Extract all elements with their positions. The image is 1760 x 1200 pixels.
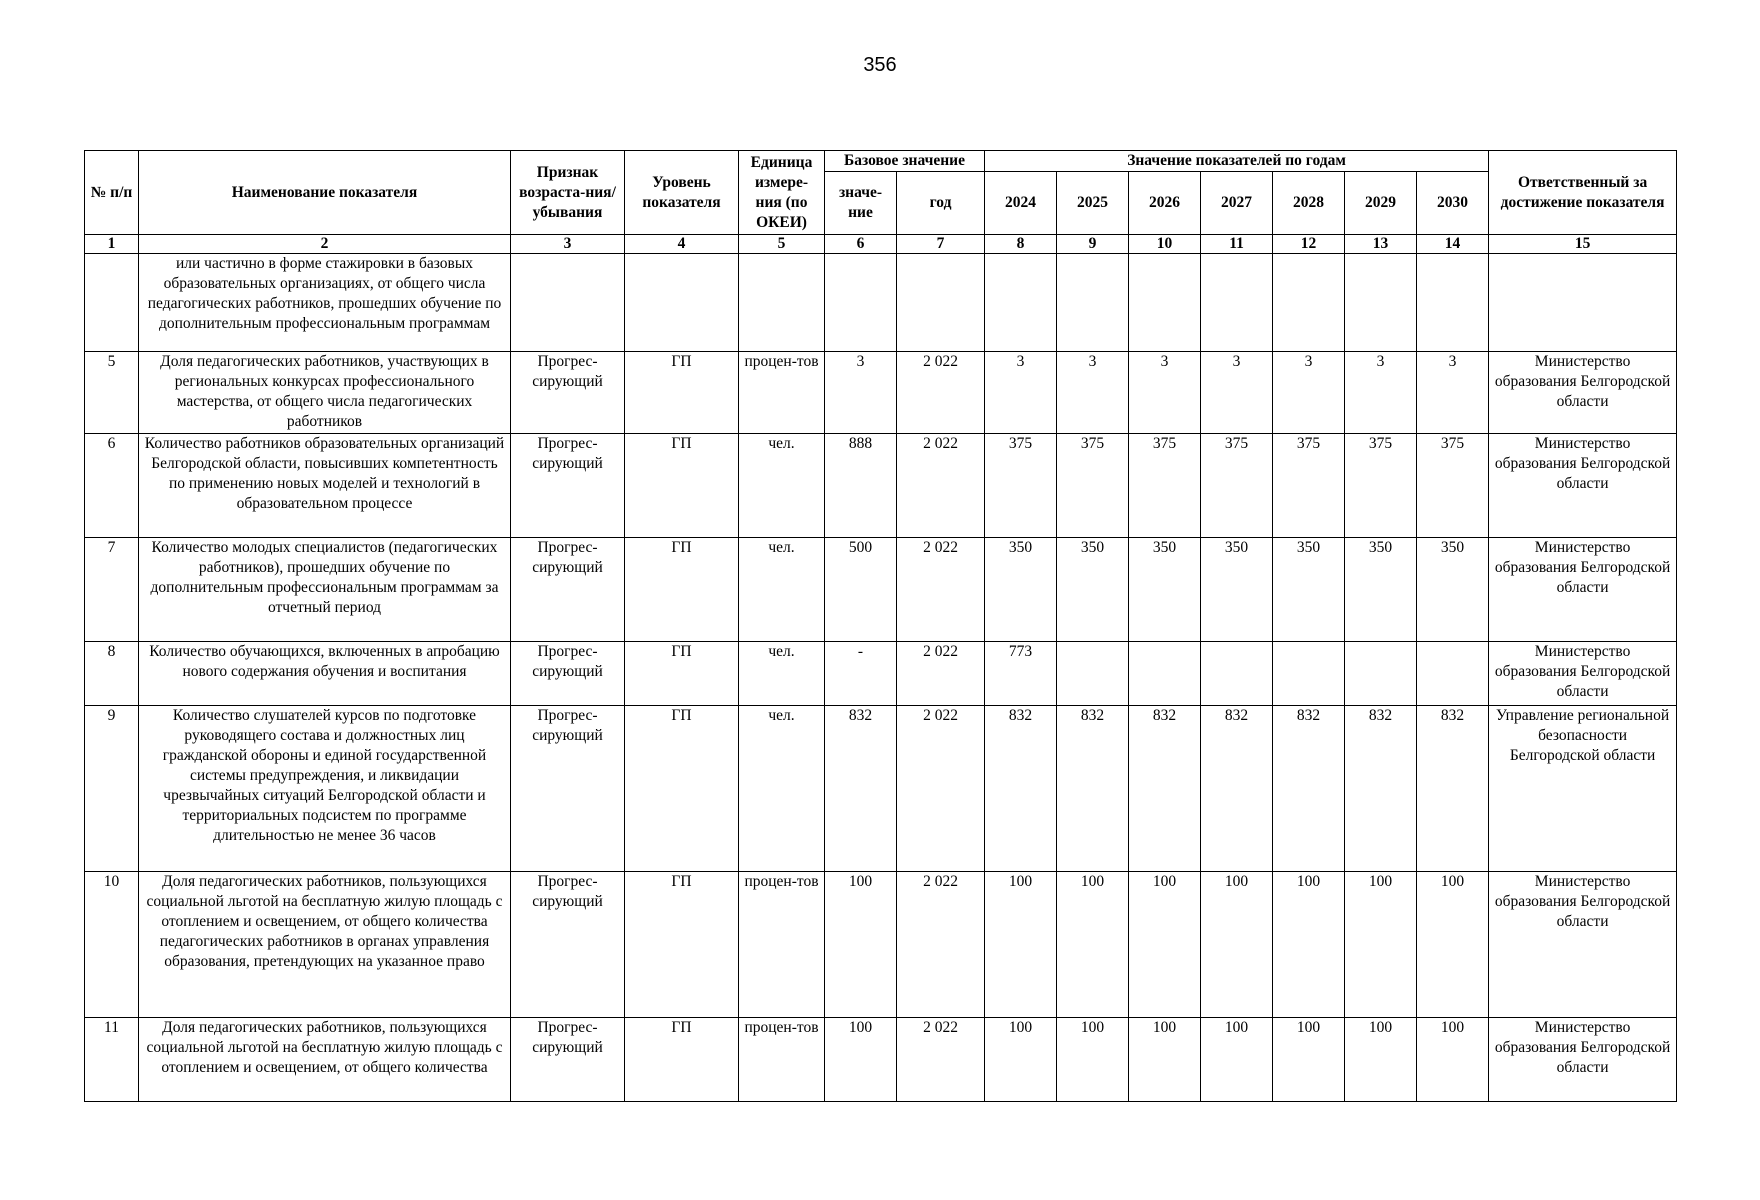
row-value-2027: 3 [1201,352,1273,434]
header-base-year: год [897,172,985,235]
row-value-2024: 3 [985,352,1057,434]
row-responsible: Министерство образования Белгородской области [1489,538,1677,642]
row-value-2024: 100 [985,872,1057,1018]
row-num: 9 [85,706,139,872]
row-value-2024: 350 [985,538,1057,642]
row-value-2029: 350 [1345,538,1417,642]
row-value-2026: 100 [1129,1018,1201,1102]
header-year: 2024 [985,172,1057,235]
row-base-value: 832 [825,706,897,872]
column-number: 1 [85,235,139,254]
row-value-2028 [1273,254,1345,352]
row-name: Количество работников образовательных организаций Белгородской области, повысивших компетентность по применению новых моделей и технологий в образовательном процессе [139,434,511,538]
row-unit [739,254,825,352]
header-unit: Единица измере-ния (по ОКЕИ) [739,151,825,235]
row-name: Количество слушателей курсов по подготовке руководящего состава и должностных лиц гражданской обороны и единой государственной системы предупреждения, и ликвидации чрезвычайных ситуаций Белгородской области и территориальных подсистем по программе длительностью не менее 36 часов [139,706,511,872]
row-level [625,254,739,352]
row-name: Количество обучающихся, включенных в апробацию нового содержания обучения и воспитания [139,642,511,706]
row-level: ГП [625,642,739,706]
column-number: 2 [139,235,511,254]
row-base-value: 100 [825,1018,897,1102]
row-unit: процен-тов [739,352,825,434]
table-row [85,872,1677,1018]
table-row [85,254,1677,352]
row-value-2029 [1345,254,1417,352]
row-value-2024: 773 [985,642,1057,706]
column-number: 11 [1201,235,1273,254]
row-num: 7 [85,538,139,642]
row-unit: чел. [739,434,825,538]
row-value-2027: 375 [1201,434,1273,538]
row-num: 10 [85,872,139,1018]
row-value-2027: 350 [1201,538,1273,642]
row-value-2030 [1417,642,1489,706]
column-number: 9 [1057,235,1129,254]
indicators-table [84,150,1677,1102]
column-number: 7 [897,235,985,254]
row-base-value: 888 [825,434,897,538]
header-year: 2030 [1417,172,1489,235]
row-base-year: 2 022 [897,538,985,642]
header-responsible: Ответственный за достижение показателя [1489,151,1677,235]
row-base-year: 2 022 [897,642,985,706]
row-trend: Прогрес-сирующий [511,642,625,706]
row-trend: Прогрес-сирующий [511,706,625,872]
row-value-2028: 375 [1273,434,1345,538]
row-value-2025 [1057,642,1129,706]
row-level: ГП [625,434,739,538]
column-number: 15 [1489,235,1677,254]
row-unit: процен-тов [739,872,825,1018]
row-value-2026 [1129,642,1201,706]
row-level: ГП [625,1018,739,1102]
row-value-2025: 832 [1057,706,1129,872]
header-num: № п/п [85,151,139,235]
row-value-2024: 832 [985,706,1057,872]
row-trend: Прогрес-сирующий [511,434,625,538]
table-row [85,706,1677,872]
header-name: Наименование показателя [139,151,511,235]
row-base-year [897,254,985,352]
row-responsible: Министерство образования Белгородской области [1489,1018,1677,1102]
column-number: 10 [1129,235,1201,254]
row-level: ГП [625,538,739,642]
row-base-year: 2 022 [897,872,985,1018]
row-name: Количество молодых специалистов (педагогических работников), прошедших обучение по дополнительным профессиональным программам за отчетный период [139,538,511,642]
header-level: Уровень показателя [625,151,739,235]
row-responsible [1489,254,1677,352]
header-year: 2026 [1129,172,1201,235]
row-value-2030: 3 [1417,352,1489,434]
row-unit: чел. [739,706,825,872]
row-value-2028: 3 [1273,352,1345,434]
header-values-by-year: Значение показателей по годам [985,151,1489,172]
row-value-2030 [1417,254,1489,352]
row-name: Доля педагогических работников, участвующих в региональных конкурсах профессионального мастерства, от общего числа педагогических работников [139,352,511,434]
row-value-2026: 100 [1129,872,1201,1018]
header-year: 2025 [1057,172,1129,235]
row-value-2026: 350 [1129,538,1201,642]
row-value-2027: 832 [1201,706,1273,872]
row-value-2027 [1201,254,1273,352]
row-trend: Прогрес-сирующий [511,538,625,642]
row-value-2026: 3 [1129,352,1201,434]
header-year: 2028 [1273,172,1345,235]
row-value-2029: 100 [1345,1018,1417,1102]
header-base: Базовое значение [825,151,985,172]
row-trend: Прогрес-сирующий [511,1018,625,1102]
table-header [85,151,1677,254]
header-year: 2029 [1345,172,1417,235]
row-level: ГП [625,872,739,1018]
row-unit: процен-тов [739,1018,825,1102]
row-level: ГП [625,706,739,872]
row-unit: чел. [739,538,825,642]
row-value-2028: 832 [1273,706,1345,872]
row-value-2027: 100 [1201,1018,1273,1102]
row-value-2025: 350 [1057,538,1129,642]
row-value-2029: 3 [1345,352,1417,434]
column-number-row [85,235,1677,254]
row-level: ГП [625,352,739,434]
row-value-2028: 100 [1273,1018,1345,1102]
column-number: 14 [1417,235,1489,254]
row-base-value: 500 [825,538,897,642]
column-number: 3 [511,235,625,254]
row-value-2028: 350 [1273,538,1345,642]
row-base-value: 100 [825,872,897,1018]
row-base-value [825,254,897,352]
table-row [85,642,1677,706]
row-value-2026 [1129,254,1201,352]
column-number: 6 [825,235,897,254]
column-number: 12 [1273,235,1345,254]
row-name: Доля педагогических работников, пользующихся социальной льготой на бесплатную жилую площадь с отоплением и освещением, от общего количества педагогических работников в органах управления образования, претендующих на указанное право [139,872,511,1018]
row-trend [511,254,625,352]
row-base-year: 2 022 [897,352,985,434]
row-value-2024: 375 [985,434,1057,538]
row-value-2029: 375 [1345,434,1417,538]
row-value-2029: 100 [1345,872,1417,1018]
row-value-2025: 375 [1057,434,1129,538]
row-responsible: Министерство образования Белгородской области [1489,642,1677,706]
column-number: 4 [625,235,739,254]
row-name: или частично в форме стажировки в базовых образовательных организациях, от общего числа педагогических работников, прошедших обучение по дополнительным профессиональным программам [139,254,511,352]
table-row [85,1018,1677,1102]
row-value-2025 [1057,254,1129,352]
row-num: 8 [85,642,139,706]
row-unit: чел. [739,642,825,706]
row-trend: Прогрес-сирующий [511,352,625,434]
row-value-2030: 100 [1417,872,1489,1018]
row-value-2026: 375 [1129,434,1201,538]
row-value-2027 [1201,642,1273,706]
row-value-2029 [1345,642,1417,706]
column-number: 5 [739,235,825,254]
row-responsible: Министерство образования Белгородской области [1489,872,1677,1018]
table-body [85,254,1677,1102]
row-value-2024 [985,254,1057,352]
row-value-2027: 100 [1201,872,1273,1018]
row-base-year: 2 022 [897,1018,985,1102]
page-number: 356 [863,54,897,76]
row-value-2024: 100 [985,1018,1057,1102]
row-name: Доля педагогических работников, пользующихся социальной льготой на бесплатную жилую площадь с отоплением и освещением, от общего количества [139,1018,511,1102]
column-number: 8 [985,235,1057,254]
table-row [85,352,1677,434]
header-year: 2027 [1201,172,1273,235]
header-base-value: значе-ние [825,172,897,235]
row-num: 11 [85,1018,139,1102]
row-trend: Прогрес-сирующий [511,872,625,1018]
row-base-value: 3 [825,352,897,434]
row-value-2030: 350 [1417,538,1489,642]
row-responsible: Управление региональной безопасности Белгородской области [1489,706,1677,872]
row-responsible: Министерство образования Белгородской области [1489,352,1677,434]
row-base-value: - [825,642,897,706]
row-responsible: Министерство образования Белгородской области [1489,434,1677,538]
row-value-2030: 375 [1417,434,1489,538]
row-value-2030: 100 [1417,1018,1489,1102]
row-value-2026: 832 [1129,706,1201,872]
row-value-2028: 100 [1273,872,1345,1018]
column-number: 13 [1345,235,1417,254]
row-num: 5 [85,352,139,434]
row-num: 6 [85,434,139,538]
row-base-year: 2 022 [897,434,985,538]
table-row [85,538,1677,642]
header-trend: Признак возраста-ния/ убывания [511,151,625,235]
table-row [85,434,1677,538]
row-num [85,254,139,352]
row-base-year: 2 022 [897,706,985,872]
row-value-2029: 832 [1345,706,1417,872]
row-value-2025: 100 [1057,872,1129,1018]
row-value-2025: 100 [1057,1018,1129,1102]
row-value-2025: 3 [1057,352,1129,434]
row-value-2028 [1273,642,1345,706]
row-value-2030: 832 [1417,706,1489,872]
